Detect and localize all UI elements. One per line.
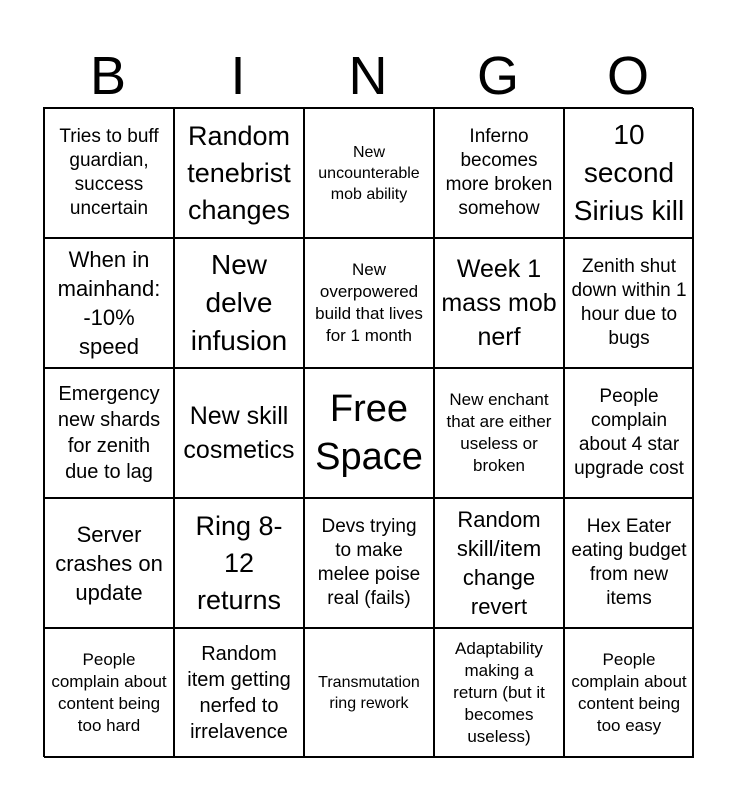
- header-letter-o: O: [606, 46, 649, 106]
- cell-text: People complain about content being too hard: [51, 650, 167, 735]
- cell-text: New delve infusion: [190, 249, 288, 356]
- bingo-cell[interactable]: [304, 238, 434, 368]
- cell-text: Random skill/item change revert: [456, 507, 542, 619]
- bingo-cell[interactable]: [304, 108, 434, 238]
- bingo-cell[interactable]: [564, 498, 694, 628]
- cell-text: Hex Eater eating budget from new items: [571, 516, 687, 609]
- bingo-grid: [43, 107, 693, 757]
- cell-text: Week 1 mass mob nerf: [441, 255, 557, 351]
- bingo-cell[interactable]: [564, 628, 694, 758]
- cell-text: Zenith shut down within 1 hour due to bugs: [571, 256, 687, 349]
- cell-text: Server crashes on update: [55, 521, 163, 605]
- cell-text: When in mainhand: -10% speed: [57, 247, 161, 359]
- header-letter-b: B: [89, 46, 127, 106]
- bingo-cell[interactable]: [434, 498, 564, 628]
- cell-text: New skill cosmetics: [183, 402, 295, 464]
- bingo-cell[interactable]: [434, 108, 564, 238]
- free-space-text: Free Space: [315, 388, 423, 478]
- header-letter-i: I: [230, 46, 246, 106]
- bingo-cell[interactable]: [174, 238, 304, 368]
- cell-text: Emergency new shards for zenith due to lag: [57, 383, 161, 483]
- bingo-cell[interactable]: [564, 368, 694, 498]
- cell-text: Adaptability making a return (but it becomes useless): [453, 639, 545, 746]
- bingo-cell[interactable]: [434, 238, 564, 368]
- bingo-cell[interactable]: [174, 368, 304, 498]
- cell-text: People complain about 4 star upgrade cost: [574, 386, 684, 479]
- header-letter-g: G: [476, 46, 519, 106]
- bingo-cell[interactable]: [44, 498, 174, 628]
- bingo-cell[interactable]: [434, 628, 564, 758]
- bingo-cell[interactable]: [174, 628, 304, 758]
- bingo-cell[interactable]: [434, 368, 564, 498]
- bingo-cell[interactable]: [44, 108, 174, 238]
- bingo-cell[interactable]: [44, 368, 174, 498]
- cell-text: 10 second Sirius kill: [573, 119, 685, 226]
- cell-text: Tries to buff guardian, success uncertain: [59, 126, 159, 219]
- cell-text: Random item getting nerfed to irrelavence: [187, 643, 291, 743]
- free-space-cell[interactable]: [304, 368, 434, 498]
- cell-text: Devs trying to make melee poise real (fails): [317, 516, 421, 609]
- bingo-cell[interactable]: [564, 238, 694, 368]
- cell-text: Inferno becomes more broken somehow: [445, 126, 553, 219]
- cell-text: People complain about content being too easy: [571, 650, 687, 735]
- cell-text: Ring 8-12 returns: [195, 510, 283, 615]
- cell-text: New overpowered build that lives for 1 month: [315, 260, 423, 345]
- cell-text: New uncounterable mob ability: [318, 143, 420, 203]
- bingo-cell[interactable]: [44, 628, 174, 758]
- bingo-cell[interactable]: [304, 628, 434, 758]
- bingo-cell[interactable]: [564, 108, 694, 238]
- cell-text: New enchant that are either useless or broken: [446, 390, 552, 475]
- bingo-cell[interactable]: [304, 498, 434, 628]
- header-letter-n: N: [348, 46, 388, 106]
- cell-text: Transmutation ring rework: [318, 674, 420, 712]
- bingo-header: [43, 44, 693, 108]
- bingo-cell[interactable]: [174, 498, 304, 628]
- cell-text: Random tenebrist changes: [187, 120, 291, 225]
- bingo-cell[interactable]: [44, 238, 174, 368]
- bingo-cell[interactable]: [174, 108, 304, 238]
